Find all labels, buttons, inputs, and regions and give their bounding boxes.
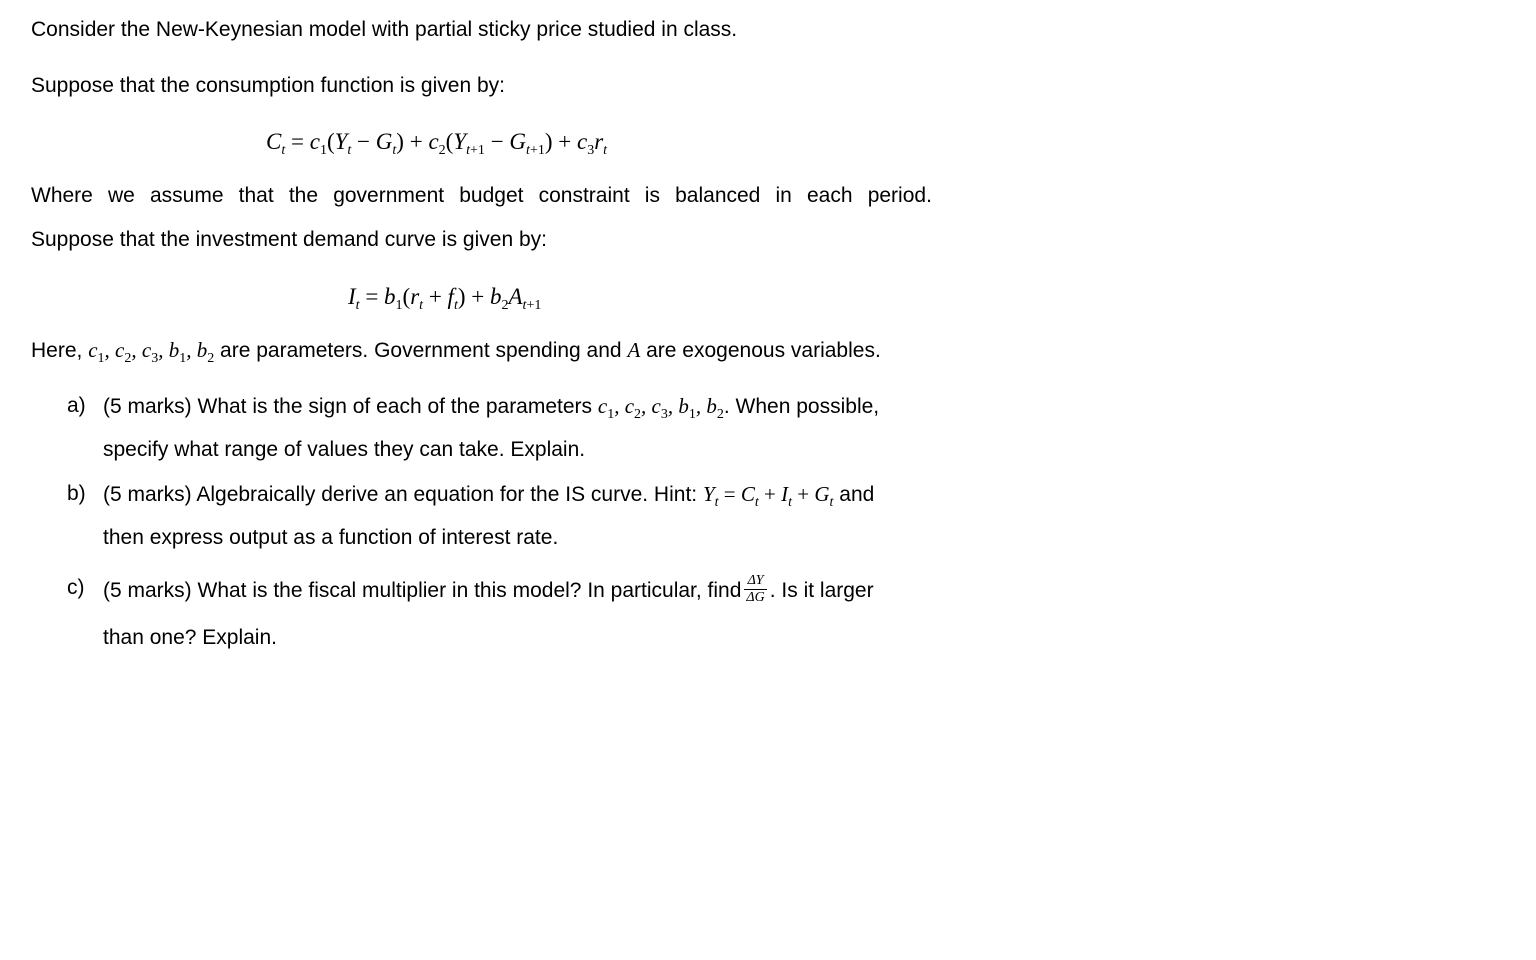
question-b-suffix: and	[839, 483, 875, 506]
multiplier-fraction	[744, 573, 766, 606]
question-c-line1	[103, 575, 874, 608]
fraction-denominator: ΔG	[746, 590, 765, 605]
word: each	[807, 184, 853, 207]
exogenous-variable: A	[627, 338, 641, 362]
intro-text: Consider the New-Keynesian model with partial sticky price studied in class.	[31, 18, 738, 41]
question-b-line1	[103, 481, 874, 508]
question-c-marker: c)	[67, 576, 85, 599]
parameters-suffix: are exogenous variables.	[646, 339, 881, 362]
word: the	[288, 184, 319, 207]
question-b-prefix: (5 marks) Algebraically derive an equation for the IS curve. Hint:	[103, 483, 698, 506]
word: in	[775, 184, 792, 207]
parameters-middle: are parameters. Government spending and	[220, 339, 622, 362]
word: constraint	[538, 184, 630, 207]
question-c-suffix: . Is it larger	[769, 579, 874, 603]
question-a-parameters: $c_1$, $c_2$, $c_3$, $b_1$, $b_2$	[597, 394, 724, 422]
question-b-line2: then express output as a function of interest rate.	[103, 526, 559, 549]
word: budget	[459, 184, 524, 207]
question-c-line2: than one? Explain.	[103, 626, 277, 649]
word: balanced	[675, 184, 761, 207]
question-a-suffix: . When possible,	[723, 395, 880, 418]
consumption-intro-text: Suppose that the consumption function is given by:	[31, 74, 505, 97]
investment-intro-text: Suppose that the investment demand curve is given by:	[31, 228, 547, 251]
parameter-list: $c_1$, $c_2$, $c_3$, $b_1$, $b_2$	[88, 338, 215, 366]
parameters-sentence	[31, 337, 881, 364]
parameters-prefix: Here,	[31, 339, 83, 362]
word: is	[644, 184, 660, 207]
investment-equation: $I_t = b_1(r_t + f_t) + b_2A_{t+1}$	[348, 284, 542, 313]
word: Where	[31, 184, 93, 207]
word: we	[108, 184, 135, 207]
is-identity: $Y_t = C_t + I_t + G_t$	[702, 482, 834, 510]
question-a-prefix: (5 marks) What is the sign of each of the parameters	[103, 395, 593, 418]
question-a-line2: specify what range of values they can take. Explain.	[103, 438, 586, 461]
fraction-numerator: ΔY	[744, 573, 766, 590]
question-c-prefix: (5 marks) What is the fiscal multiplier in this model? In particular, find	[103, 579, 742, 603]
word: that	[238, 184, 274, 207]
word: assume	[150, 184, 224, 207]
question-a-line1	[103, 393, 879, 420]
consumption-equation: $C_t = c_1(Y_t - G_t) + c_2(Y_{t+1} - G_{t+1}) + c_3r_t$	[266, 129, 608, 158]
budget-sentence	[31, 183, 932, 209]
question-b-marker: b)	[67, 482, 86, 505]
question-a-marker: a)	[67, 394, 86, 417]
word: period.	[867, 184, 932, 207]
word: government	[333, 184, 445, 207]
